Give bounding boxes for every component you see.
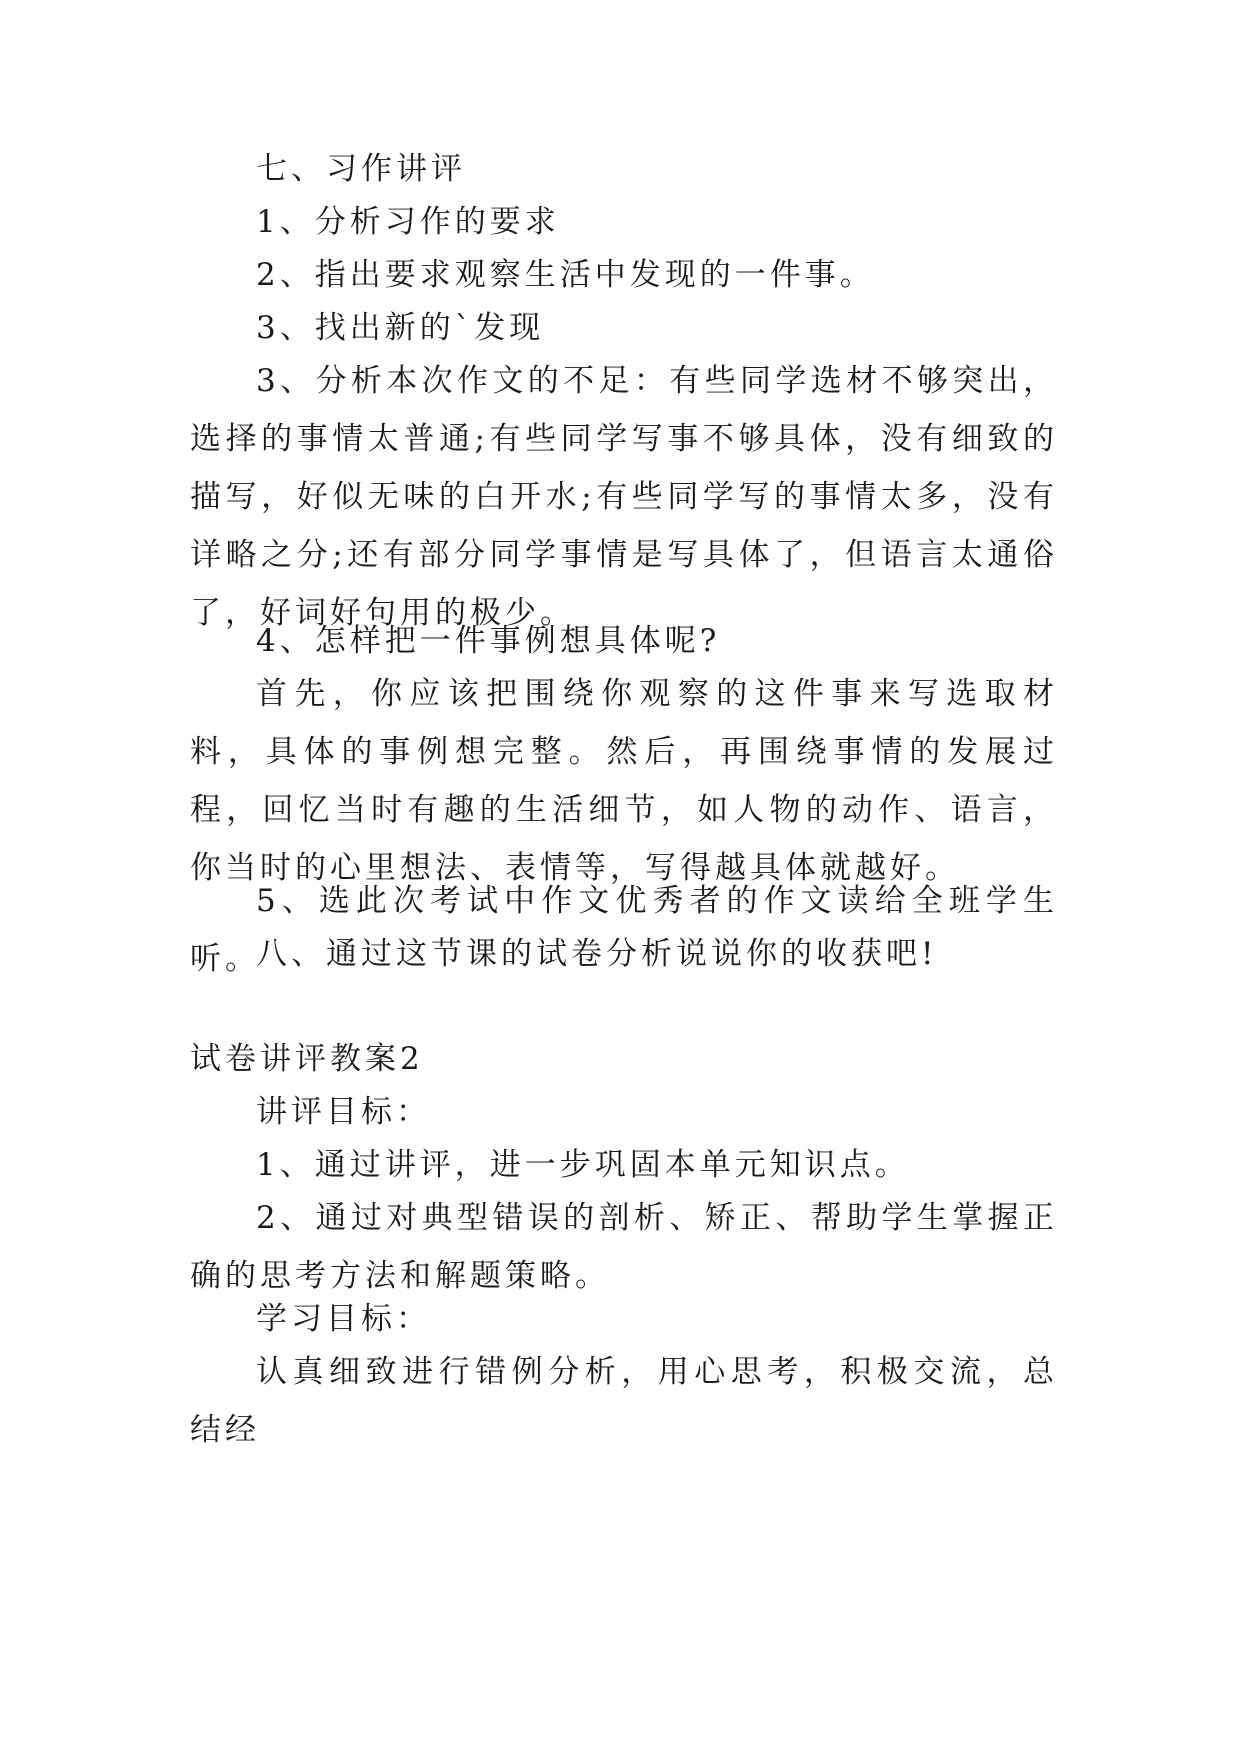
learning-heading: 学习目标： xyxy=(256,1301,431,1337)
goals-heading: 讲评目标： xyxy=(256,1094,431,1130)
section-heading-7: 七、习作讲评 xyxy=(256,151,466,187)
goal-item-1: 1、通过讲评，进一步巩固本单元知识点。 xyxy=(256,1147,910,1183)
paragraph-item-1: 1、分析习作的要求 xyxy=(256,204,560,240)
paragraph-item-5: 5、选此次考试中作文优秀者的作文读给全班学生听。 xyxy=(190,883,1058,977)
paragraph-item-3: 3、找出新的`发现 xyxy=(256,310,545,346)
paragraph-method: 首先，你应该把围绕你观察的这件事来写选取材料，具体的事例想完整。然后，再围绕事情的发展过程，回忆当时有趣的生活细节，如人物的动作、语言，你当时的心里想法、表情等，写得越具体就越好。 xyxy=(190,676,1058,886)
section-heading-8: 八、通过这节课的试卷分析说说你的收获吧! xyxy=(256,936,938,972)
document-title: 试卷讲评教案2 xyxy=(190,1041,424,1077)
paragraph-shortcomings: 3、分析本次作文的不足：有些同学选材不够突出，选择的事情太普通;有些同学写事不够具体，没有细致的描写，好似无味的白开水;有些同学写的事情太多，没有详略之分;还有部分同学事情是写具体了，但语言太通俗了，好词好句用的极少。 xyxy=(190,363,1058,631)
paragraph-item-2: 2、指出要求观察生活中发现的一件事。 xyxy=(256,257,875,293)
paragraph-question: 4、怎样把一件事例想具体呢? xyxy=(256,623,721,659)
goal-item-2: 2、通过对典型错误的剖析、矫正、帮助学生掌握正确的思考方法和解题策略。 xyxy=(190,1200,1058,1294)
learning-item-1: 认真细致进行错例分析，用心思考，积极交流，总结经 xyxy=(190,1354,1058,1448)
